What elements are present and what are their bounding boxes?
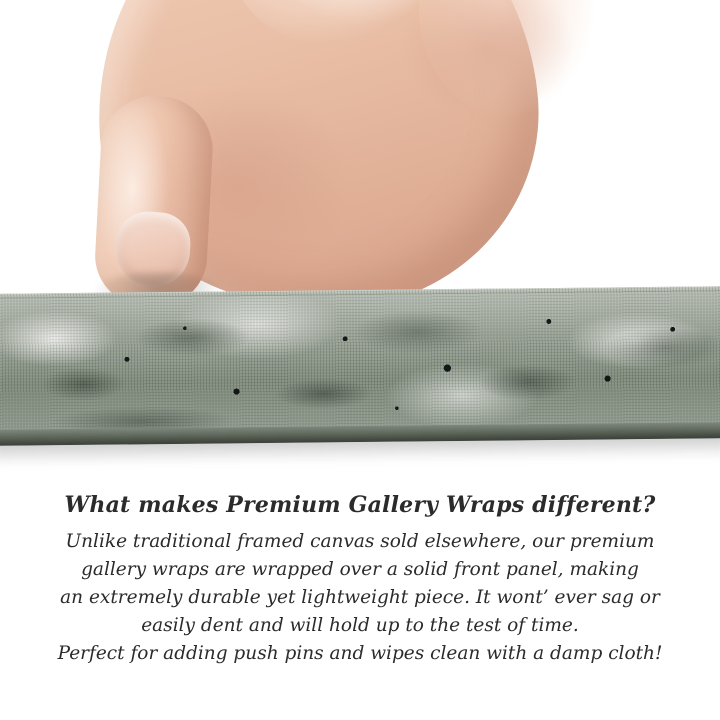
canvas-dark-specks: [0, 286, 720, 446]
caption-line: Perfect for adding push pins and wipes clean with a damp cloth!: [57, 643, 663, 664]
caption-line: Unlike traditional framed canvas sold elsewhere, our premium: [65, 531, 655, 552]
caption-block: [0, 492, 720, 668]
caption-line: easily dent and will hold up to the test of time.: [141, 615, 579, 636]
caption-line: gallery wraps are wrapped over a solid front panel, making: [81, 559, 639, 580]
caption-title: What makes Premium Gallery Wraps different?: [64, 492, 656, 518]
caption-line: an extremely durable yet lightweight piece. It wont’ ever sag or: [60, 587, 660, 608]
canvas-gallery-wrap-edge: [0, 286, 720, 446]
hand-crease-shading: [385, 0, 590, 131]
